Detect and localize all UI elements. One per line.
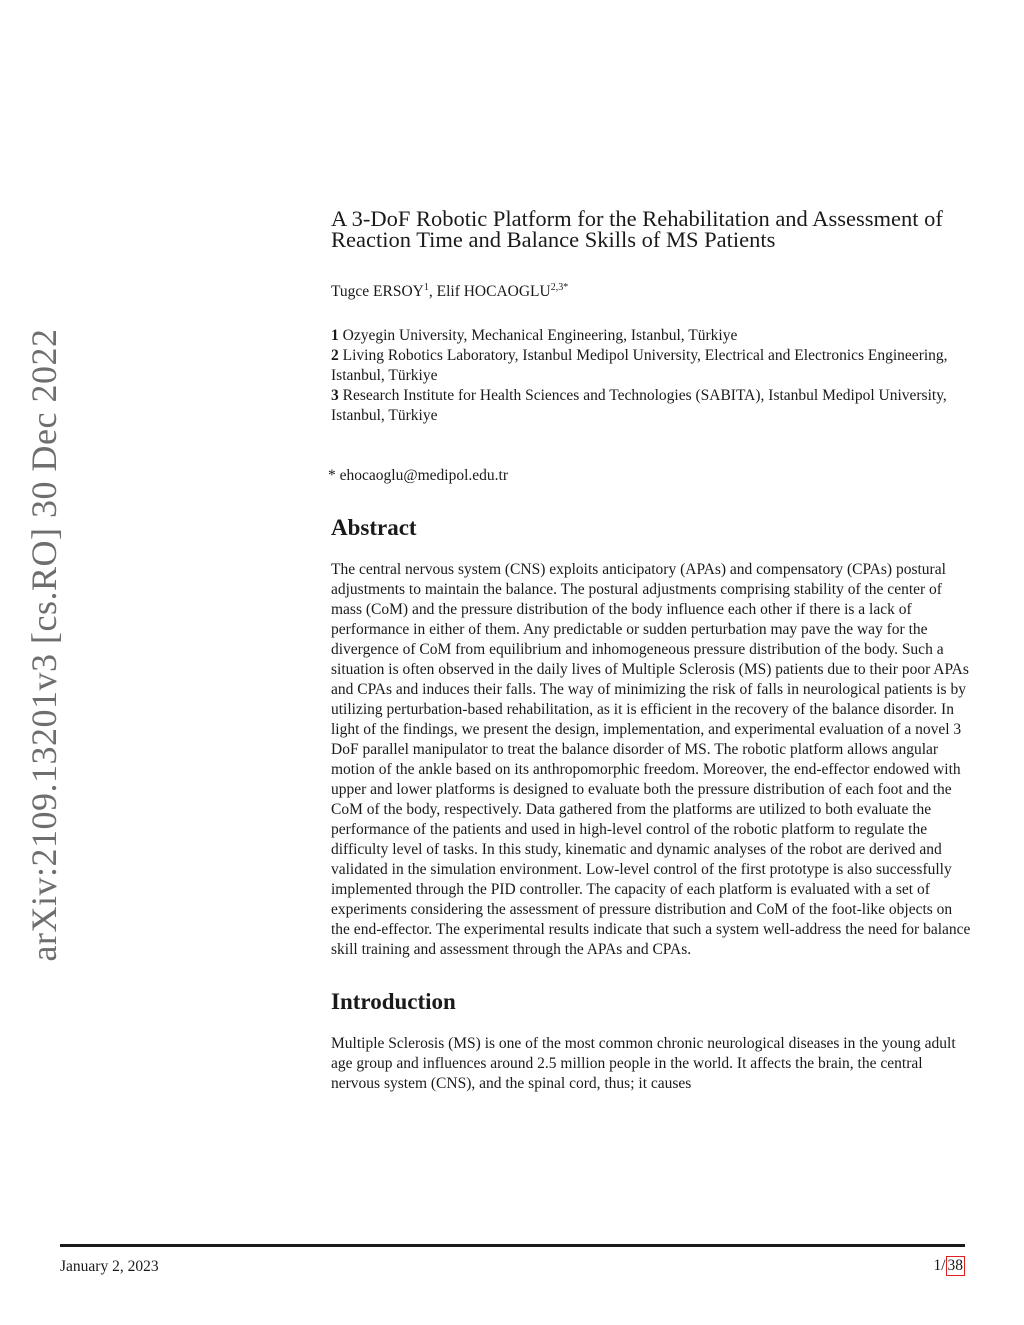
affiliation-number: 1 bbox=[331, 327, 339, 345]
abstract-body: The central nervous system (CNS) exploits anticipatory (APAs) and compensatory (CPAs) postural adjustments to maintain the balance. The postural adjustments comprising stability of the center of mass (CoM) and the pressure distribution of the body influence each other if there is a lack of performance in either of them. Any predictable or sudden perturbation may pave the way for the divergence of CoM from equilibrium and inhomogeneous pressure distribution of the body. Such a situation is often observed in the daily lives of Multiple Sclerosis (MS) patients due to their poor APAs and CPAs and induces their falls. The way of minimizing the risk of falls in neurological patients is by utilizing perturbation-based rehabilitation, as it is efficient in the recovery of the balance disorder. In light of the findings, we present the design, implementation, and experimental evaluation of a novel 3 DoF parallel manipulator to treat the balance disorder of MS. The robotic platform allows angular motion of the ankle based on its anthropomorphic freedom. Moreover, the end-effector endowed with upper and lower platforms is designed to evaluate both the pressure distribution of each foot and the CoM of the body, respectively. Data gathered from the platforms are utilized to both evaluate the performance of the patients and used in high-level control of the robotic platform to regulate the difficulty level of tasks. In this study, kinematic and dynamic analyses of the robot are derived and validated in the simulation environment. Low-level control of the first prototype is also successfully implemented through the PID controller. The capacity of each platform is evaluated with a set of experiments considering the assessment of pressure distribution and CoM of the foot-like objects on the end-effector. The experimental results indicate that such a system well-address the need for balance skill training and assessment through the APAs and CPAs. bbox=[331, 561, 971, 959]
introduction-heading: Introduction bbox=[331, 989, 456, 1015]
affiliation-item bbox=[331, 326, 971, 346]
affiliation-text: Research Institute for Health Sciences and Technologies (SABITA), Istanbul Medipol University, Istanbul, Türkiye bbox=[331, 387, 947, 425]
affiliation-number: 3 bbox=[331, 387, 339, 405]
author-name: Tugce ERSOY bbox=[331, 283, 424, 301]
paper-title: A 3-DoF Robotic Platform for the Rehabilitation and Assessment of Reaction Time and Balance Skills of MS Patients bbox=[331, 206, 943, 252]
author-affiliation-mark: 2,3* bbox=[550, 282, 569, 293]
footer-date: January 2, 2023 bbox=[60, 1258, 159, 1275]
affiliation-list bbox=[331, 326, 971, 426]
affiliation-item bbox=[331, 386, 971, 426]
affiliation-text: Ozyegin University, Mechanical Engineering, Istanbul, Türkiye bbox=[342, 327, 738, 345]
page-number bbox=[933, 1256, 965, 1276]
page-separator: / bbox=[941, 1257, 946, 1274]
author-list bbox=[331, 278, 971, 302]
author-affiliation-mark: 1 bbox=[423, 282, 429, 293]
introduction-body: Multiple Sclerosis (MS) is one of the most common chronic neurological diseases in the young adult age group and influences around 2.5 million people in the world. It affects the brain, the central nervous system (CNS), and the spinal cord, thus; it causes bbox=[331, 1035, 956, 1093]
footer-divider bbox=[60, 1244, 965, 1247]
page-current: 1 bbox=[933, 1257, 942, 1274]
author-separator: , bbox=[428, 283, 437, 301]
affiliation-item bbox=[331, 346, 971, 386]
author-name: Elif HOCAOGLU bbox=[436, 283, 551, 301]
affiliation-text: Living Robotics Laboratory, Istanbul Medipol University, Electrical and Electronics Engineering, Istanbul, Türkiye bbox=[331, 347, 948, 385]
arxiv-side-identifier: arXiv:2109.13201v3 [cs.RO] 30 Dec 2022 bbox=[24, 328, 64, 962]
abstract-heading: Abstract bbox=[331, 515, 417, 541]
page-total-link[interactable]: 38 bbox=[947, 1257, 963, 1274]
paper-content bbox=[328, 206, 971, 1094]
affiliation-number: 2 bbox=[331, 347, 339, 365]
corresponding-email[interactable]: * ehocaoglu@medipol.edu.tr bbox=[328, 467, 508, 485]
